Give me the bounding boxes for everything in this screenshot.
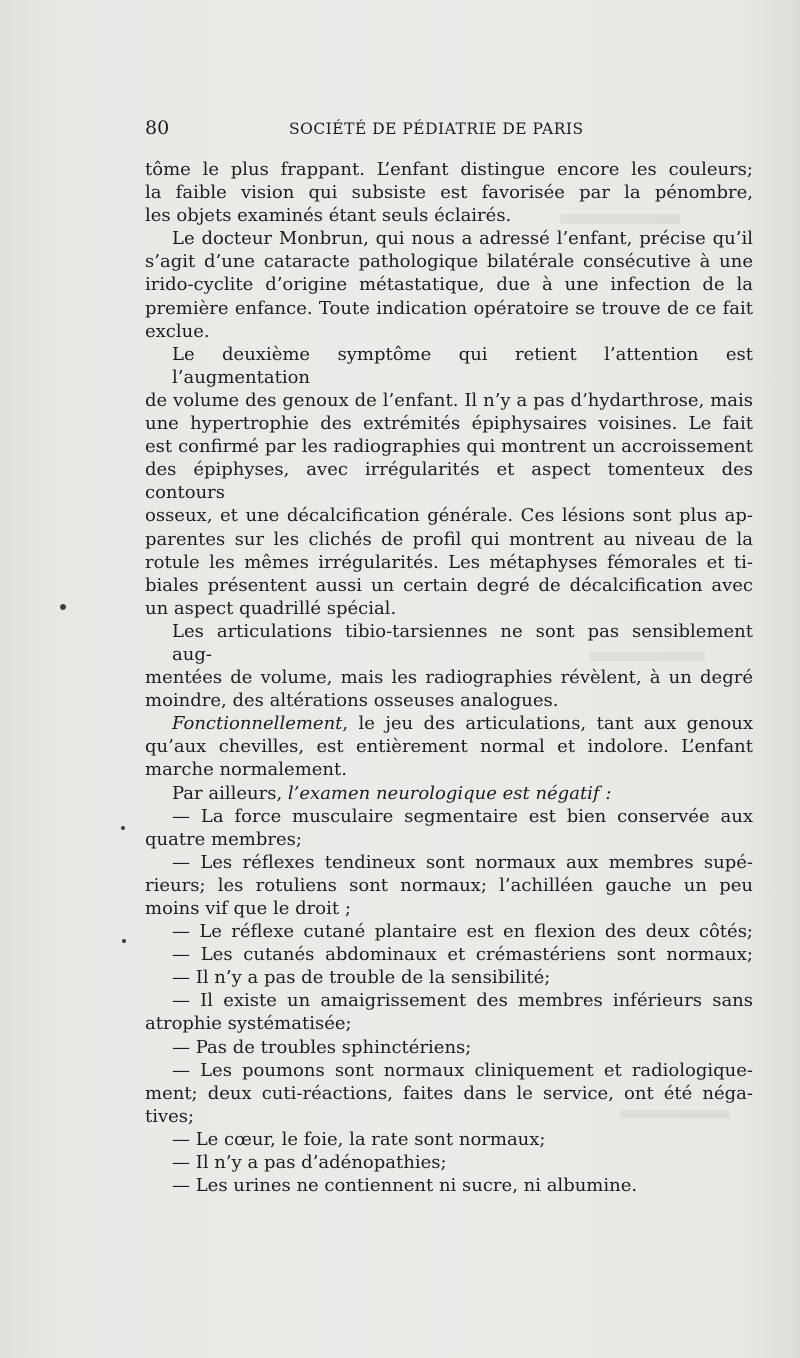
text-line (145, 1012, 753, 1035)
margin-dot (121, 826, 125, 830)
text-line (145, 805, 753, 828)
neuro-prefix: Par ailleurs, (172, 782, 288, 804)
line-text: rotule les mêmes irrégularités. Les métaphyses fémorales et ti- (145, 551, 753, 573)
text-line (145, 204, 753, 227)
text-line (145, 943, 753, 966)
text-line (145, 250, 753, 273)
text-line (145, 574, 753, 597)
text-line (145, 712, 753, 735)
line-text: — Les poumons sont normaux cliniquement et radiologique- (172, 1059, 753, 1081)
text-line (145, 666, 753, 689)
line-text: rieurs; les rotuliens sont normaux; l’achilléen gauche un peu (145, 874, 753, 896)
line-text: Les articulations tibio-tarsiennes ne sont pas sensiblement aug- (172, 620, 753, 665)
line-text: — La force musculaire segmentaire est bien conservée aux (172, 805, 753, 827)
line-text: les objets examinés étant seuls éclairés. (145, 205, 512, 227)
line-text: — Les réflexes tendineux sont normaux aux membres supé- (172, 851, 753, 873)
text-line (145, 897, 753, 920)
line-text: , le jeu des articulations, tant aux genoux (342, 713, 753, 735)
line-text: tôme le plus frappant. L’enfant distingue encore les couleurs; (145, 159, 753, 180)
line-text: une hypertrophie des extrémités épiphysaires voisines. Le fait (145, 413, 753, 435)
line-text: — Il n’y a pas de trouble de la sensibilité; (172, 967, 551, 989)
line-text: ment; deux cuti-réactions, faites dans le service, ont été néga- (145, 1082, 753, 1104)
line-text: tives; (145, 1105, 195, 1127)
text-line (145, 1128, 753, 1151)
text-line (145, 158, 753, 181)
line-text: des épiphyses, avec irrégularités et aspect tomenteux des contours (145, 459, 753, 504)
text-line (145, 551, 753, 574)
line-text: de volume des genoux de l’enfant. Il n’y a pas d’hydarthrose, mais (145, 389, 753, 411)
line-text: moindre, des altérations osseuses analogues. (145, 690, 559, 712)
text-line (145, 966, 753, 989)
text-line (145, 320, 753, 343)
text-line (145, 1105, 753, 1128)
line-text: exclue. (145, 320, 210, 342)
text-line (145, 1174, 753, 1197)
text-line (145, 989, 753, 1012)
text-line (145, 758, 753, 781)
line-text: s’agit d’une cataracte pathologique bilatérale consécutive à une (145, 251, 753, 273)
line-text: — Les urines ne contiennent ni sucre, ni albumine. (172, 1175, 638, 1197)
text-line (145, 1059, 753, 1082)
text-line (145, 458, 753, 504)
text-line (145, 1036, 753, 1059)
line-text: parentes sur les clichés de profil qui montrent au niveau de la (145, 528, 753, 550)
text-line (145, 273, 753, 296)
line-text: est confirmé par les radiographies qui montrent un accroissement (145, 436, 753, 458)
text-line (145, 920, 753, 943)
neuro-italic: l’examen neurologique est négatif : (287, 782, 612, 804)
line-text: irido-cyclite d’origine métastatique, due à une infection de la (145, 274, 753, 296)
line-text: un aspect quadrillé spécial. (145, 597, 397, 619)
page-header (145, 116, 753, 144)
line-text: — Pas de troubles sphinctériens; (172, 1036, 472, 1058)
running-head: SOCIÉTÉ DE PÉDIATRIE DE PARIS (289, 120, 584, 138)
line-text: la faible vision qui subsiste est favorisée par la pénombre, (145, 182, 753, 204)
text-line (145, 689, 753, 712)
line-text: — Le réflexe cutané plantaire est en flexion des deux côtés; (172, 921, 753, 943)
text-line (145, 528, 753, 551)
line-text: Le docteur Monbrun, qui nous a adressé l’enfant, précise qu’il (172, 228, 753, 250)
margin-dot (60, 604, 66, 610)
text-line (145, 620, 753, 666)
text-line (145, 435, 753, 458)
text-line (145, 828, 753, 851)
text-line (145, 782, 753, 805)
line-text: première enfance. Toute indication opératoire se trouve de ce fait (145, 297, 753, 319)
line-text: — Le cœur, le foie, la rate sont normaux; (172, 1128, 546, 1150)
text-line (145, 343, 753, 389)
text-line (145, 389, 753, 412)
line-text: osseux, et une décalcification générale. Ces lésions sont plus ap- (145, 505, 753, 527)
text-line (145, 735, 753, 758)
line-text: — Il n’y a pas d’adénopathies; (172, 1152, 447, 1174)
text-line (145, 504, 753, 527)
line-text: — Les cutanés abdominaux et crémastériens sont normaux; (172, 944, 753, 966)
text-line (145, 597, 753, 620)
italic-prefix: Fonctionnellement (172, 713, 343, 735)
text-line (145, 297, 753, 320)
line-text: Le deuxième symptôme qui retient l’attention est l’augmentation (172, 343, 753, 388)
text-line (145, 181, 753, 204)
text-line (145, 1151, 753, 1174)
text-line (145, 412, 753, 435)
line-text: atrophie systématisée; (145, 1013, 352, 1035)
line-text: quatre membres; (145, 828, 302, 850)
line-text: marche normalement. (145, 759, 347, 781)
line-text: mentées de volume, mais les radiographies révèlent, à un degré (145, 667, 753, 689)
line-text: qu’aux chevilles, est entièrement normal et indolore. L’enfant (145, 736, 753, 758)
text-line (145, 1082, 753, 1105)
line-text: moins vif que le droit ; (145, 898, 351, 919)
line-text: biales présentent aussi un certain degré de décalcification avec (145, 574, 753, 596)
body-text (145, 158, 753, 1197)
text-line (145, 851, 753, 874)
page-number: 80 (145, 117, 170, 139)
text-line (145, 874, 753, 897)
line-text: — Il existe un amaigrissement des membres inférieurs sans (172, 990, 753, 1012)
margin-dot (122, 939, 126, 943)
text-line (145, 227, 753, 250)
